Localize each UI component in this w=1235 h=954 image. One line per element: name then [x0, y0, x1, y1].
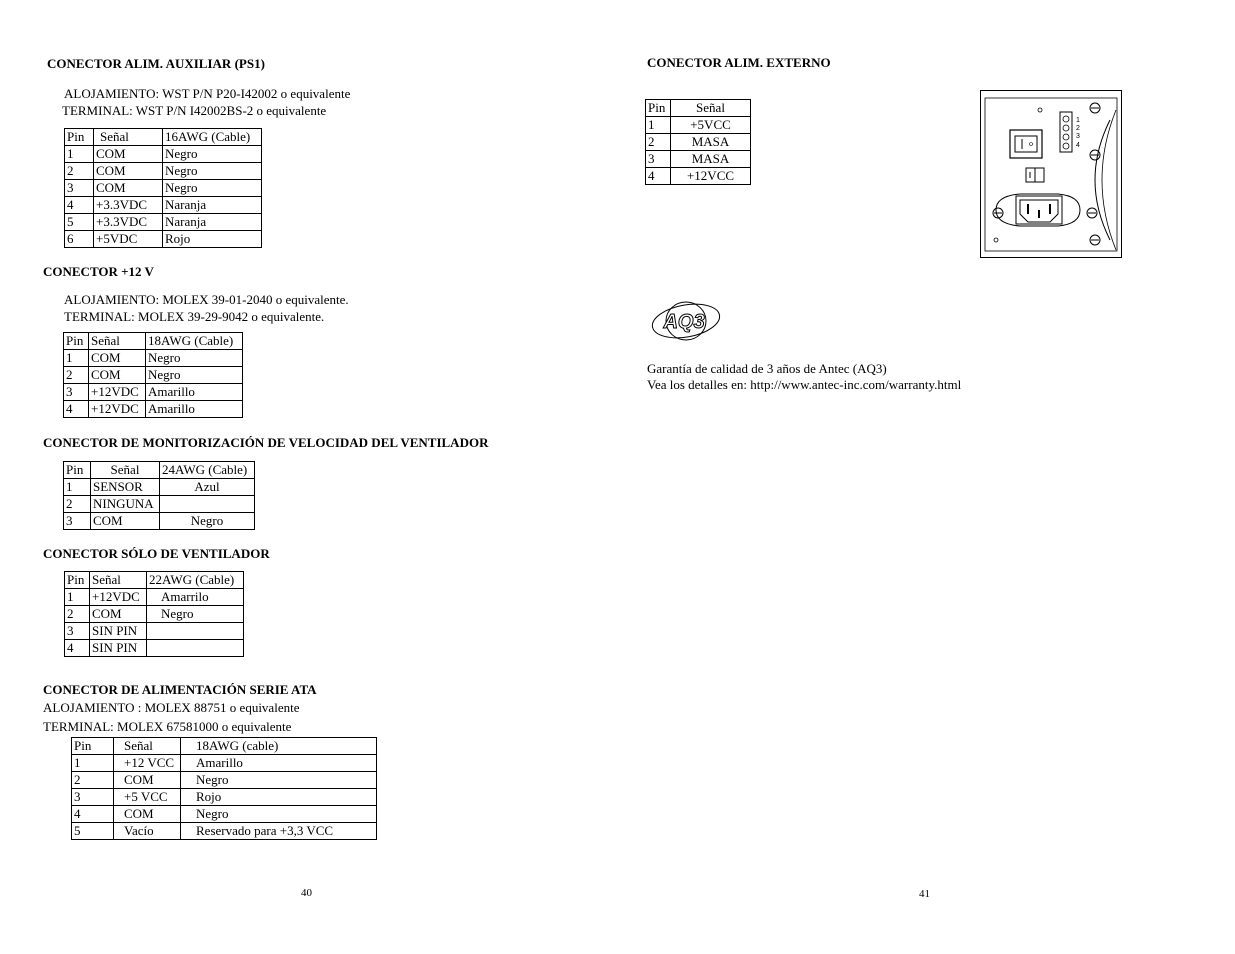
table-row — [65, 197, 262, 214]
cell-cable: Amarillo — [146, 384, 243, 401]
cell-signal: COM — [91, 513, 160, 530]
cell-pin: 3 — [65, 623, 90, 640]
aq3-logo — [644, 298, 724, 344]
cell-signal: NINGUNA — [91, 496, 160, 513]
cell-pin: 1 — [65, 589, 90, 606]
fanonly-table — [64, 571, 244, 657]
table-row — [64, 367, 243, 384]
table-row — [65, 180, 262, 197]
header-pin: Pin — [646, 100, 671, 117]
cell-signal: +3.3VDC — [94, 214, 163, 231]
cell-signal: +5VDC — [94, 231, 163, 248]
cell-signal: SENSOR — [91, 479, 160, 496]
cell-cable — [147, 640, 244, 657]
table-row — [64, 513, 255, 530]
c12v-housing: ALOJAMIENTO: MOLEX 39-01-2040 o equivalente. — [64, 292, 349, 307]
cell-cable: Negro — [181, 806, 377, 823]
table-row — [646, 134, 751, 151]
header-signal: Señal — [94, 129, 163, 146]
header-pin: Pin — [65, 572, 90, 589]
cell-signal: COM — [94, 163, 163, 180]
cell-signal: +3.3VDC — [94, 197, 163, 214]
header-cable: 18AWG (cable) — [181, 738, 377, 755]
sata-terminal: TERMINAL: MOLEX 67581000 o equivalente — [43, 719, 292, 734]
header-pin: Pin — [64, 333, 89, 350]
cell-pin: 5 — [65, 214, 94, 231]
page-number-left: 40 — [301, 887, 312, 899]
cell-pin: 4 — [65, 640, 90, 657]
header-pin: Pin — [72, 738, 114, 755]
cell-pin: 4 — [646, 168, 671, 185]
table-row — [65, 231, 262, 248]
table-header-row — [72, 738, 377, 755]
table-row — [65, 640, 244, 657]
external-table — [645, 99, 751, 185]
table-row — [72, 789, 377, 806]
table-row — [72, 772, 377, 789]
cell-signal: +12 VCC — [114, 755, 181, 772]
table-row — [65, 214, 262, 231]
cell-signal: COM — [114, 772, 181, 789]
cell-cable: Amarrilo — [147, 589, 244, 606]
cell-signal: Vacío — [114, 823, 181, 840]
ps1-table — [64, 128, 262, 248]
cell-cable: Rojo — [163, 231, 262, 248]
cell-cable: Amarillo — [146, 401, 243, 418]
external-heading: CONECTOR ALIM. EXTERNO — [647, 55, 831, 70]
cell-pin: 3 — [72, 789, 114, 806]
table-row — [72, 806, 377, 823]
ps1-heading: CONECTOR ALIM. AUXILIAR (PS1) — [47, 56, 265, 71]
table-row — [64, 384, 243, 401]
table-header-row — [64, 333, 243, 350]
cell-pin: 4 — [72, 806, 114, 823]
c12v-heading: CONECTOR +12 V — [43, 264, 154, 279]
header-cable: 22AWG (Cable) — [147, 572, 244, 589]
connector-pin-label: 4 — [1076, 142, 1080, 149]
ps1-terminal: TERMINAL: WST P/N I42002BS-2 o equivalente — [62, 103, 327, 118]
cell-cable — [147, 623, 244, 640]
cell-cable — [160, 496, 255, 513]
cell-pin: 3 — [64, 513, 91, 530]
table-header-row — [64, 462, 255, 479]
cell-cable: Negro — [163, 180, 262, 197]
cell-signal: COM — [89, 367, 146, 384]
header-signal: Señal — [90, 572, 147, 589]
logo-text: AQ3 — [663, 311, 705, 333]
table-row — [72, 755, 377, 772]
cell-signal: COM — [114, 806, 181, 823]
cell-signal: SIN PIN — [90, 623, 147, 640]
table-header-row — [65, 572, 244, 589]
cell-cable: Negro — [147, 606, 244, 623]
cell-signal: COM — [90, 606, 147, 623]
sata-heading: CONECTOR DE ALIMENTACIÓN SERIE ATA — [43, 682, 317, 697]
header-cable: 16AWG (Cable) — [163, 129, 262, 146]
table-row — [65, 146, 262, 163]
cell-signal: +12VDC — [90, 589, 147, 606]
cell-cable: Amarillo — [181, 755, 377, 772]
cell-cable: Negro — [163, 146, 262, 163]
cell-pin: 2 — [64, 496, 91, 513]
cell-pin: 6 — [65, 231, 94, 248]
cell-cable: Negro — [146, 350, 243, 367]
cell-cable: Negro — [146, 367, 243, 384]
cell-cable: Naranja — [163, 214, 262, 231]
table-row — [72, 823, 377, 840]
table-row — [64, 350, 243, 367]
sata-housing: ALOJAMIENTO : MOLEX 88751 o equivalente — [43, 700, 300, 715]
cell-signal: SIN PIN — [90, 640, 147, 657]
table-row — [64, 496, 255, 513]
cell-pin: 3 — [64, 384, 89, 401]
cell-signal: MASA — [671, 134, 751, 151]
c12v-table — [63, 332, 243, 418]
fanonly-heading: CONECTOR SÓLO DE VENTILADOR — [43, 546, 270, 561]
cell-signal: +5 VCC — [114, 789, 181, 806]
cell-cable: Naranja — [163, 197, 262, 214]
page-number-right: 41 — [919, 888, 930, 900]
cell-pin: 1 — [64, 479, 91, 496]
cell-pin: 1 — [64, 350, 89, 367]
cell-pin: 1 — [646, 117, 671, 134]
header-cable: 18AWG (Cable) — [146, 333, 243, 350]
header-signal: Señal — [671, 100, 751, 117]
cell-pin: 5 — [72, 823, 114, 840]
cell-pin: 4 — [64, 401, 89, 418]
cell-signal: +12VDC — [89, 384, 146, 401]
psu-rear-panel-diagram — [980, 90, 1122, 258]
table-header-row — [646, 100, 751, 117]
table-row — [65, 606, 244, 623]
cell-signal: +12VDC — [89, 401, 146, 418]
header-signal: Señal — [91, 462, 160, 479]
table-row — [646, 168, 751, 185]
cell-pin: 2 — [65, 163, 94, 180]
connector-pin-label: 2 — [1076, 125, 1080, 132]
cell-pin: 2 — [72, 772, 114, 789]
cell-cable: Reservado para +3,3 VCC — [181, 823, 377, 840]
connector-pin-label: 3 — [1076, 133, 1080, 140]
table-header-row — [65, 129, 262, 146]
cell-cable: Azul — [160, 479, 255, 496]
cell-signal: +5VCC — [671, 117, 751, 134]
cell-cable: Negro — [160, 513, 255, 530]
warranty-line-2: Vea los detalles en: http://www.antec-inc.com/warranty.html — [647, 377, 962, 392]
table-row — [65, 589, 244, 606]
cell-pin: 1 — [65, 146, 94, 163]
cell-pin: 1 — [72, 755, 114, 772]
sata-table — [71, 737, 377, 840]
table-row — [65, 163, 262, 180]
cell-pin: 4 — [65, 197, 94, 214]
table-row — [646, 151, 751, 168]
cell-pin: 2 — [646, 134, 671, 151]
cell-signal: +12VCC — [671, 168, 751, 185]
cell-cable: Rojo — [181, 789, 377, 806]
cell-signal: COM — [94, 180, 163, 197]
table-row — [64, 479, 255, 496]
cell-pin: 2 — [65, 606, 90, 623]
cell-signal: COM — [89, 350, 146, 367]
cell-pin: 3 — [646, 151, 671, 168]
ps1-housing: ALOJAMIENTO: WST P/N P20-I42002 o equivalente — [64, 86, 351, 101]
fanmon-table — [63, 461, 255, 530]
table-row — [64, 401, 243, 418]
header-pin: Pin — [64, 462, 91, 479]
fanmon-heading: CONECTOR DE MONITORIZACIÓN DE VELOCIDAD DEL VENTILADOR — [43, 435, 489, 450]
connector-pin-label: 1 — [1076, 117, 1080, 124]
table-row — [646, 117, 751, 134]
warranty-line-1: Garantía de calidad de 3 años de Antec (AQ3) — [647, 361, 887, 376]
cell-signal: COM — [94, 146, 163, 163]
cell-cable: Negro — [163, 163, 262, 180]
header-cable: 24AWG (Cable) — [160, 462, 255, 479]
cell-pin: 2 — [64, 367, 89, 384]
c12v-terminal: TERMINAL: MOLEX 39-29-9042 o equivalente. — [64, 309, 325, 324]
header-signal: Señal — [114, 738, 181, 755]
header-signal: Señal — [89, 333, 146, 350]
cell-pin: 3 — [65, 180, 94, 197]
cell-cable: Negro — [181, 772, 377, 789]
header-pin: Pin — [65, 129, 94, 146]
cell-signal: MASA — [671, 151, 751, 168]
table-row — [65, 623, 244, 640]
